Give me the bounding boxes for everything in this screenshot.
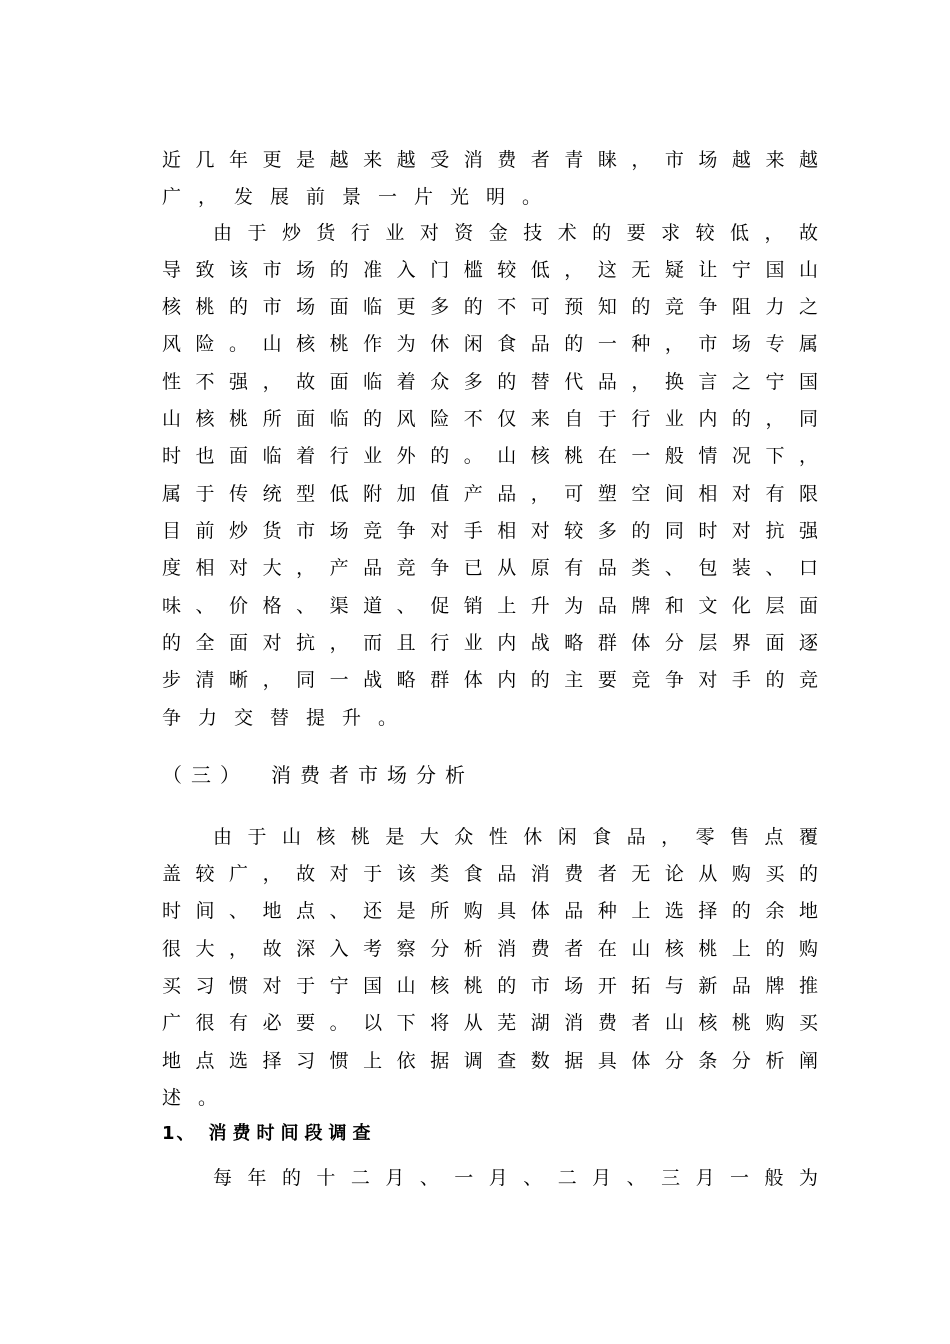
paragraph-2-line-10: 度相对大，产品竞争已从原有品类、包装、口	[162, 557, 818, 579]
paragraph-2-line-9: 目前炒货市场竞争对手相对较多的同时对抗强	[162, 520, 818, 542]
paragraph-3-line-5: 买习惯对于宁国山核桃的市场开拓与新品牌推	[162, 975, 818, 997]
paragraph-3-line-1: 由于山核桃是大众性休闲食品，零售点覆	[213, 826, 818, 848]
paragraph-3-line-4: 很大，故深入考察分析消费者在山核桃上的购	[162, 938, 818, 960]
subsection-1-heading	[162, 1119, 377, 1149]
section-3-title: 消费者市场分析	[271, 763, 474, 787]
paragraph-2-line-4: 风险。山核桃作为休闲食品的一种，市场专属	[162, 333, 818, 355]
paragraph-3-line-3: 时间、地点、还是所购具体品种上选择的余地	[162, 900, 818, 922]
paragraph-2-line-6: 山核桃所面临的风险不仅来自于行业内的，同	[162, 408, 818, 430]
subsection-1-title: 消费时间段调查	[208, 1123, 377, 1144]
paragraph-3-line-2: 盖较广，故对于该类食品消费者无论从购买的	[162, 863, 818, 885]
paragraph-2-line-12: 的全面对抗，而且行业内战略群体分层界面逐	[162, 632, 818, 654]
paragraph-2-line-1: 由于炒货行业对资金技术的要求较低，故	[213, 222, 818, 244]
subsection-1-number: 1、	[162, 1123, 197, 1144]
paragraph-2-line-3: 核桃的市场面临更多的不可预知的竞争阻力之	[162, 296, 818, 318]
paragraph-1-line-2: 广，发展前景一片光明。	[162, 186, 559, 208]
paragraph-1-line-1: 近几年更是越来越受消费者青睐，市场越来越	[162, 149, 818, 171]
paragraph-4-line-1: 每年的十二月、一月、二月、三月一般为	[213, 1167, 818, 1189]
paragraph-2-line-11: 味、价格、渠道、促销上升为品牌和文化层面	[162, 595, 818, 617]
paragraph-2-line-2: 导致该市场的准入门槛较低，这无疑让宁国山	[162, 259, 818, 281]
section-3-heading	[162, 760, 474, 790]
paragraph-3-line-6: 广很有必要。以下将从芜湖消费者山核桃购买	[162, 1012, 818, 1034]
paragraph-2-line-14: 争力交替提升。	[162, 707, 415, 729]
paragraph-2-line-13: 步清晰，同一战略群体内的主要竞争对手的竞	[162, 669, 818, 691]
paragraph-3-line-8: 述。	[162, 1087, 235, 1109]
paragraph-2-line-7: 时也面临着行业外的。山核桃在一般情况下，	[162, 445, 818, 467]
section-3-number: （三）	[162, 763, 249, 787]
paragraph-2-line-5: 性不强，故面临着众多的替代品，换言之宁国	[162, 371, 818, 393]
paragraph-2-line-8: 属于传统型低附加值产品，可塑空间相对有限	[162, 483, 818, 505]
paragraph-3-line-7: 地点选择习惯上依据调查数据具体分条分析阐	[162, 1050, 818, 1072]
